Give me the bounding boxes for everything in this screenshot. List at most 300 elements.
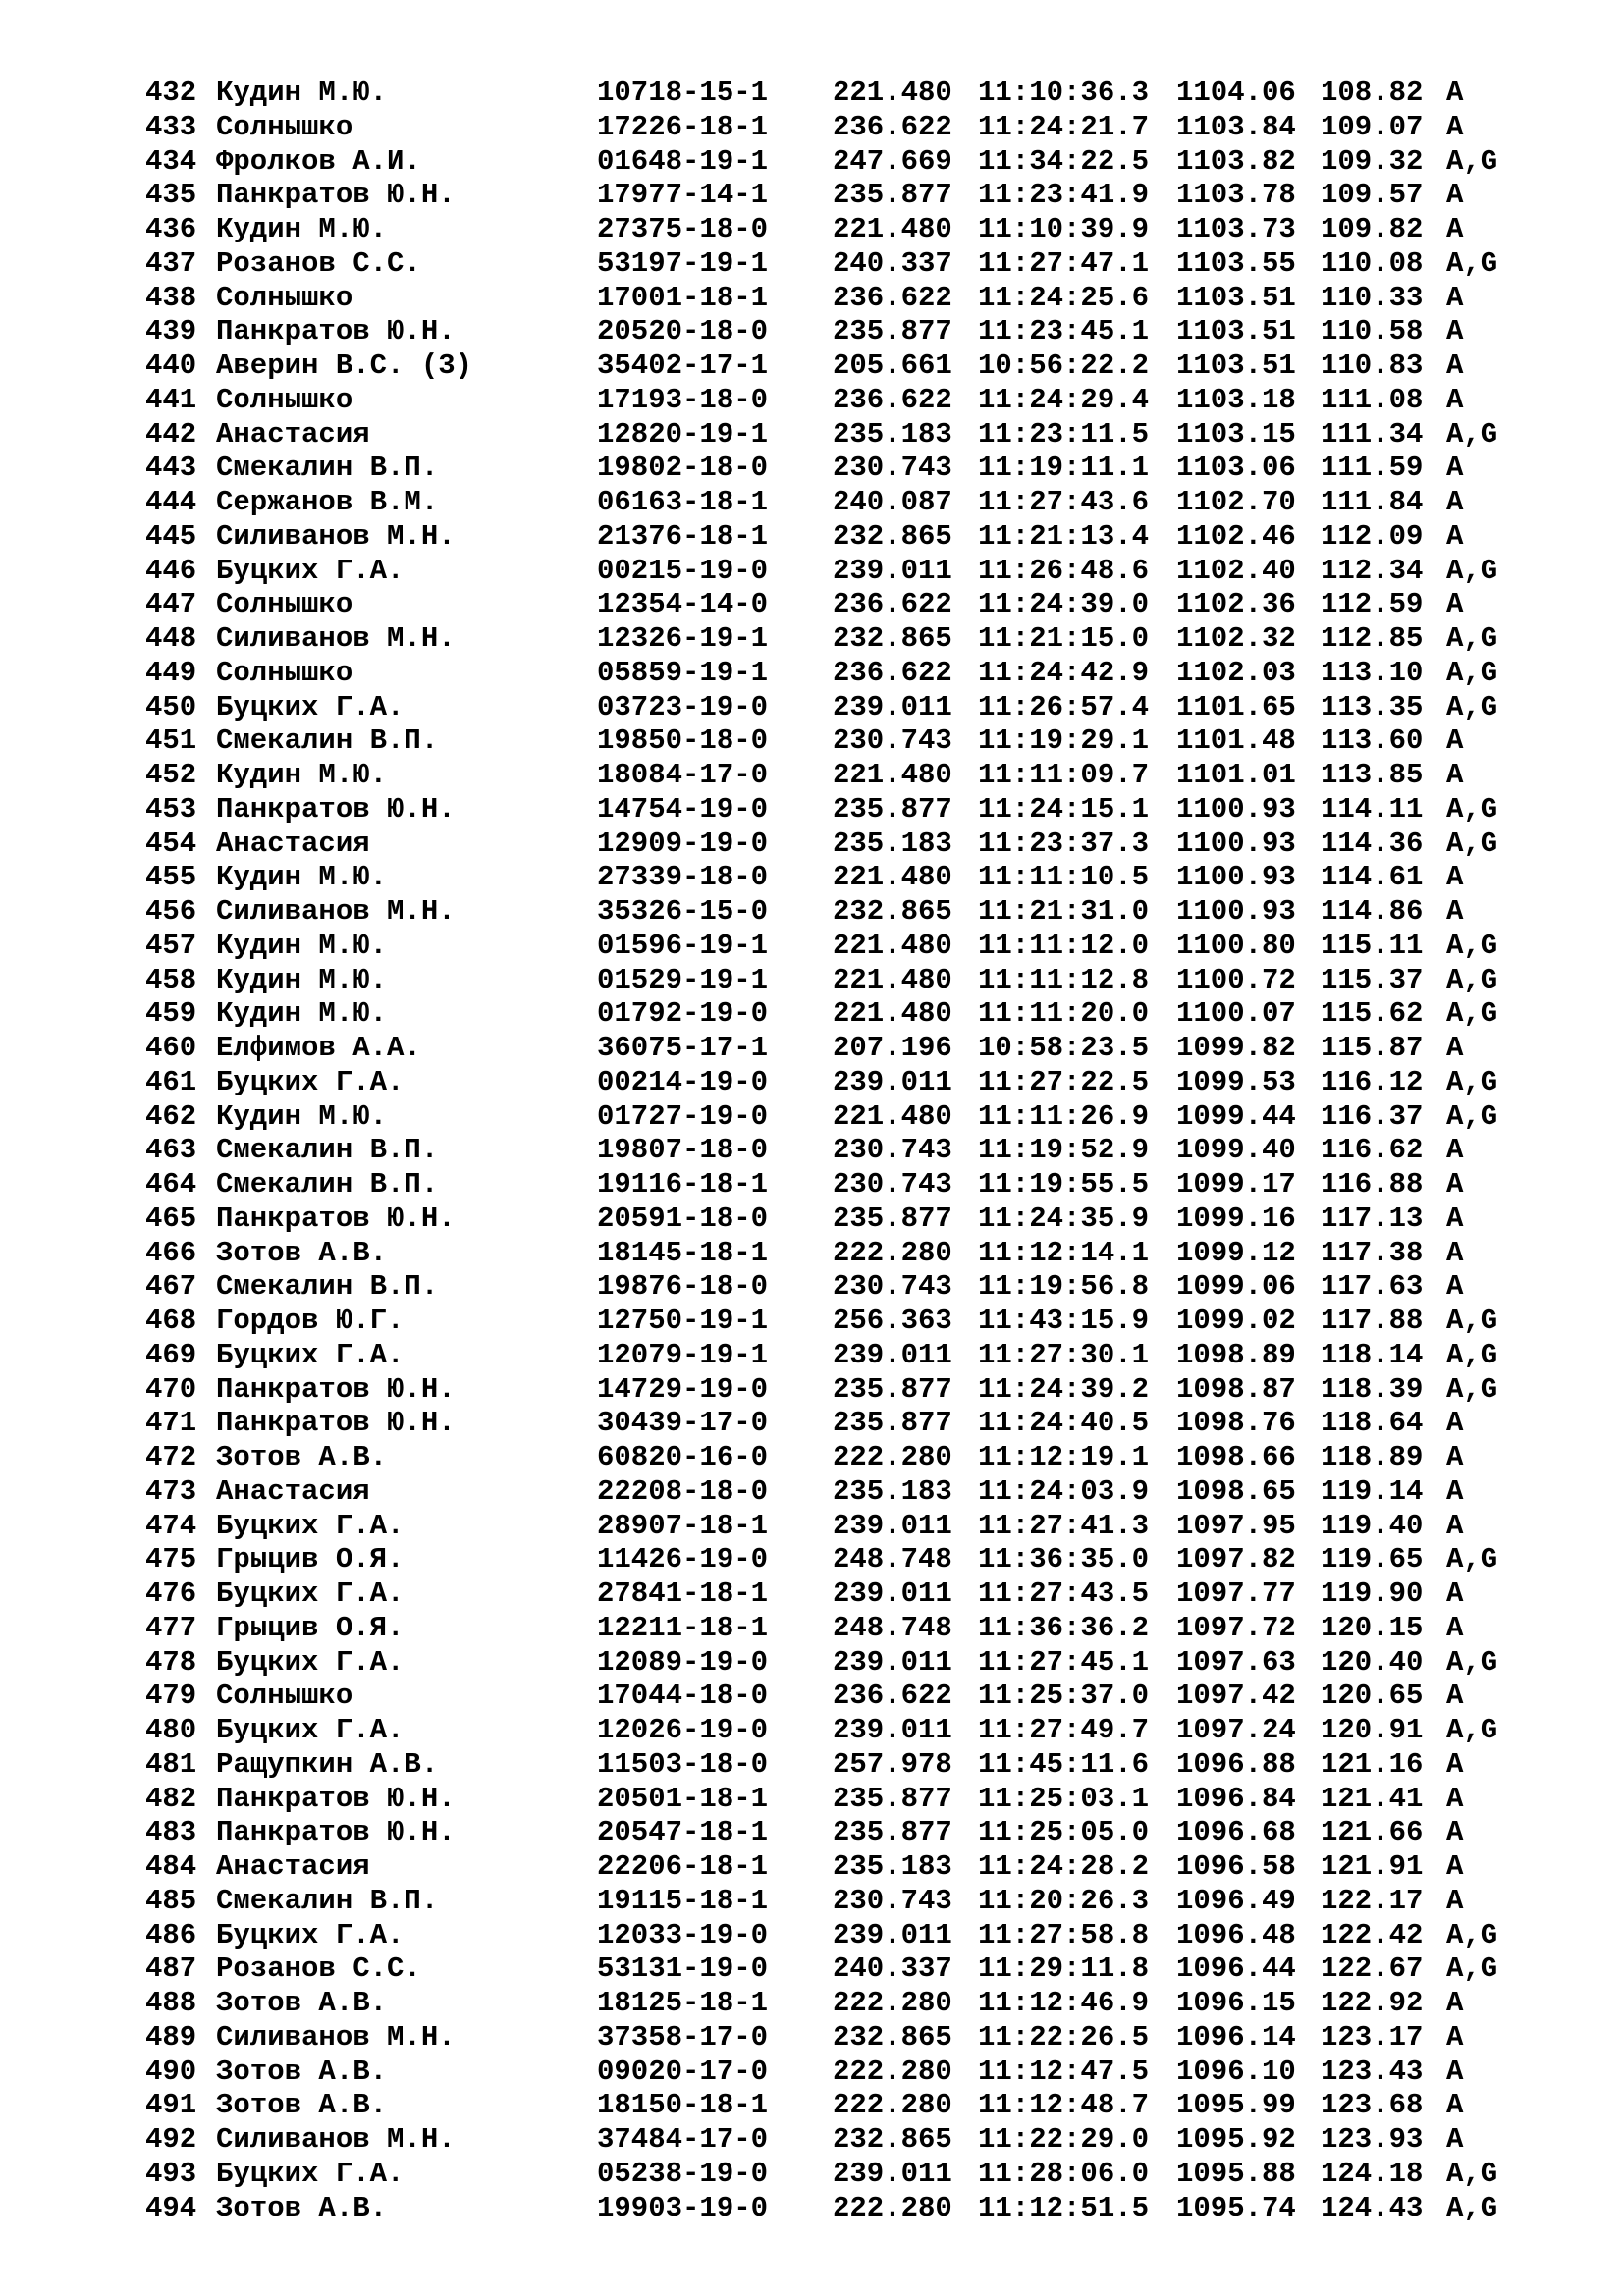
speed-cell: 1101.65: [1176, 690, 1296, 723]
name-cell: Панкратов Ю.Н.: [216, 179, 456, 212]
flags-cell: A: [1446, 383, 1464, 416]
name-cell: Буцких Г.А.: [216, 1577, 405, 1610]
flags-cell: A,G: [1446, 1338, 1498, 1371]
result-row: [145, 861, 1520, 895]
name-cell: Солнышко: [216, 1680, 353, 1713]
arrival-time-cell: 11:27:22.5: [978, 1065, 1150, 1098]
flags-cell: A,G: [1446, 1645, 1498, 1679]
speed-cell: 1103.51: [1176, 281, 1296, 314]
arrival-time-cell: 11:27:49.7: [978, 1714, 1150, 1746]
flags-cell: A,G: [1446, 1714, 1498, 1746]
distance-cell: 236.622: [833, 383, 952, 416]
ring-number-cell: 01596-19-1: [597, 929, 769, 962]
name-cell: Кудин М.Ю.: [216, 1099, 388, 1133]
coefficient-cell: 114.11: [1321, 792, 1424, 826]
coefficient-cell: 123.93: [1321, 2123, 1424, 2156]
coefficient-cell: 109.32: [1321, 144, 1424, 178]
arrival-time-cell: 11:27:58.8: [978, 1918, 1150, 1951]
distance-cell: 235.877: [833, 1372, 952, 1406]
result-row: [145, 1339, 1520, 1373]
distance-cell: 236.622: [833, 656, 952, 689]
distance-cell: 221.480: [833, 963, 952, 996]
distance-cell: 221.480: [833, 861, 952, 894]
distance-cell: 235.877: [833, 315, 952, 348]
arrival-time-cell: 11:27:41.3: [978, 1509, 1150, 1542]
flags-cell: A,G: [1446, 792, 1498, 826]
distance-cell: 235.877: [833, 179, 952, 212]
result-row: [145, 315, 1520, 349]
arrival-time-cell: 11:19:55.5: [978, 1168, 1150, 1201]
ring-number-cell: 11426-19-0: [597, 1543, 769, 1576]
flags-cell: A: [1446, 1441, 1464, 1473]
distance-cell: 235.183: [833, 417, 952, 451]
distance-cell: 236.622: [833, 1680, 952, 1713]
name-cell: Зотов А.В.: [216, 1236, 388, 1269]
ring-number-cell: 01529-19-1: [597, 963, 769, 996]
distance-cell: 235.877: [833, 1816, 952, 1849]
ring-number-cell: 12079-19-1: [597, 1338, 769, 1371]
speed-cell: 1103.73: [1176, 213, 1296, 245]
name-cell: Солнышко: [216, 656, 353, 689]
speed-cell: 1103.84: [1176, 110, 1296, 143]
speed-cell: 1103.82: [1176, 144, 1296, 178]
result-row: [145, 793, 1520, 828]
ring-number-cell: 11503-18-0: [597, 1747, 769, 1781]
result-row: [145, 1305, 1520, 1339]
ring-number-cell: 12326-19-1: [597, 622, 769, 655]
flags-cell: A: [1446, 452, 1464, 485]
distance-cell: 240.337: [833, 1952, 952, 1986]
flags-cell: A: [1446, 519, 1464, 553]
distance-cell: 236.622: [833, 588, 952, 621]
distance-cell: 235.877: [833, 1782, 952, 1815]
distance-cell: 248.748: [833, 1543, 952, 1576]
coefficient-cell: 110.58: [1321, 315, 1424, 348]
coefficient-cell: 116.12: [1321, 1065, 1424, 1098]
name-cell: Панкратов Ю.Н.: [216, 1782, 456, 1815]
speed-cell: 1099.16: [1176, 1201, 1296, 1235]
ring-number-cell: 28907-18-1: [597, 1509, 769, 1542]
ring-number-cell: 12033-19-0: [597, 1918, 769, 1951]
result-row: [145, 2158, 1520, 2192]
flags-cell: A,G: [1446, 1918, 1498, 1951]
ring-number-cell: 30439-17-0: [597, 1407, 769, 1440]
ring-number-cell: 01648-19-1: [597, 144, 769, 178]
place-cell: 466: [145, 1236, 197, 1269]
distance-cell: 230.743: [833, 1168, 952, 1201]
name-cell: Силиванов М.Н.: [216, 2020, 456, 2054]
distance-cell: 222.280: [833, 2191, 952, 2224]
arrival-time-cell: 11:11:26.9: [978, 1099, 1150, 1133]
ring-number-cell: 12026-19-0: [597, 1714, 769, 1746]
result-row: [145, 1783, 1520, 1817]
ring-number-cell: 22208-18-0: [597, 1474, 769, 1508]
arrival-time-cell: 10:56:22.2: [978, 349, 1150, 382]
arrival-time-cell: 11:12:51.5: [978, 2191, 1150, 2224]
place-cell: 455: [145, 861, 197, 894]
arrival-time-cell: 11:12:14.1: [978, 1236, 1150, 1269]
name-cell: Силиванов М.Н.: [216, 519, 456, 553]
flags-cell: A: [1446, 179, 1464, 212]
result-row: [145, 724, 1520, 759]
distance-cell: 222.280: [833, 1441, 952, 1473]
distance-cell: 240.087: [833, 486, 952, 518]
result-row: [145, 1134, 1520, 1168]
distance-cell: 236.622: [833, 110, 952, 143]
speed-cell: 1096.48: [1176, 1918, 1296, 1951]
ring-number-cell: 17001-18-1: [597, 281, 769, 314]
result-row: [145, 1270, 1520, 1305]
arrival-time-cell: 11:36:35.0: [978, 1543, 1150, 1576]
coefficient-cell: 124.43: [1321, 2191, 1424, 2224]
speed-cell: 1099.44: [1176, 1099, 1296, 1133]
speed-cell: 1102.40: [1176, 554, 1296, 587]
flags-cell: A,G: [1446, 1305, 1498, 1337]
speed-cell: 1102.46: [1176, 519, 1296, 553]
name-cell: Зотов А.В.: [216, 2191, 388, 2224]
ring-number-cell: 00214-19-0: [597, 1065, 769, 1098]
arrival-time-cell: 11:23:11.5: [978, 417, 1150, 451]
name-cell: Солнышко: [216, 110, 353, 143]
speed-cell: 1098.87: [1176, 1372, 1296, 1406]
coefficient-cell: 124.18: [1321, 2157, 1424, 2190]
speed-cell: 1096.84: [1176, 1782, 1296, 1815]
speed-cell: 1100.93: [1176, 792, 1296, 826]
speed-cell: 1101.01: [1176, 759, 1296, 791]
ring-number-cell: 17226-18-1: [597, 110, 769, 143]
arrival-time-cell: 11:24:15.1: [978, 792, 1150, 826]
flags-cell: A: [1446, 1577, 1464, 1610]
name-cell: Солнышко: [216, 588, 353, 621]
coefficient-cell: 122.67: [1321, 1952, 1424, 1986]
place-cell: 476: [145, 1577, 197, 1610]
coefficient-cell: 109.57: [1321, 179, 1424, 212]
flags-cell: A,G: [1446, 246, 1498, 280]
name-cell: Зотов А.В.: [216, 1441, 388, 1473]
result-row: [145, 145, 1520, 180]
ring-number-cell: 01792-19-0: [597, 997, 769, 1031]
result-row: [145, 1407, 1520, 1441]
coefficient-cell: 118.14: [1321, 1338, 1424, 1371]
arrival-time-cell: 11:26:48.6: [978, 554, 1150, 587]
arrival-time-cell: 11:28:06.0: [978, 2157, 1150, 2190]
name-cell: Кудин М.Ю.: [216, 861, 388, 894]
speed-cell: 1100.07: [1176, 997, 1296, 1031]
place-cell: 437: [145, 246, 197, 280]
ring-number-cell: 37484-17-0: [597, 2123, 769, 2156]
flags-cell: A: [1446, 1611, 1464, 1644]
coefficient-cell: 110.08: [1321, 246, 1424, 280]
coefficient-cell: 123.43: [1321, 2055, 1424, 2088]
arrival-time-cell: 11:29:11.8: [978, 1952, 1150, 1986]
ring-number-cell: 35326-15-0: [597, 895, 769, 928]
speed-cell: 1096.14: [1176, 2020, 1296, 2054]
arrival-time-cell: 11:19:52.9: [978, 1134, 1150, 1167]
flags-cell: A: [1446, 1747, 1464, 1781]
result-row: [145, 1748, 1520, 1783]
flags-cell: A: [1446, 2020, 1464, 2054]
coefficient-cell: 115.37: [1321, 963, 1424, 996]
place-cell: 456: [145, 895, 197, 928]
arrival-time-cell: 10:58:23.5: [978, 1032, 1150, 1064]
arrival-time-cell: 11:21:13.4: [978, 519, 1150, 553]
coefficient-cell: 117.13: [1321, 1201, 1424, 1235]
coefficient-cell: 115.62: [1321, 997, 1424, 1031]
flags-cell: A: [1446, 724, 1464, 758]
distance-cell: 230.743: [833, 452, 952, 485]
name-cell: Гордов Ю.Г.: [216, 1305, 405, 1337]
ring-number-cell: 21376-18-1: [597, 519, 769, 553]
arrival-time-cell: 11:43:15.9: [978, 1305, 1150, 1337]
name-cell: Буцких Г.А.: [216, 2157, 405, 2190]
speed-cell: 1100.80: [1176, 929, 1296, 962]
result-row: [145, 1237, 1520, 1271]
place-cell: 470: [145, 1372, 197, 1406]
result-row: [145, 179, 1520, 213]
speed-cell: 1101.48: [1176, 724, 1296, 758]
ring-number-cell: 20547-18-1: [597, 1816, 769, 1849]
distance-cell: 221.480: [833, 213, 952, 245]
result-row: [145, 452, 1520, 486]
flags-cell: A,G: [1446, 963, 1498, 996]
arrival-time-cell: 11:27:47.1: [978, 246, 1150, 280]
result-row: [145, 1168, 1520, 1202]
speed-cell: 1098.65: [1176, 1474, 1296, 1508]
flags-cell: A: [1446, 895, 1464, 928]
speed-cell: 1100.93: [1176, 895, 1296, 928]
place-cell: 484: [145, 1850, 197, 1883]
speed-cell: 1096.49: [1176, 1884, 1296, 1917]
speed-cell: 1103.78: [1176, 179, 1296, 212]
place-cell: 474: [145, 1509, 197, 1542]
flags-cell: A: [1446, 281, 1464, 314]
name-cell: Грыцив О.Я.: [216, 1611, 405, 1644]
name-cell: Сержанов В.М.: [216, 486, 439, 518]
coefficient-cell: 117.63: [1321, 1270, 1424, 1304]
speed-cell: 1100.93: [1176, 861, 1296, 894]
ring-number-cell: 01727-19-0: [597, 1099, 769, 1133]
place-cell: 472: [145, 1441, 197, 1473]
place-cell: 481: [145, 1747, 197, 1781]
place-cell: 452: [145, 759, 197, 791]
place-cell: 438: [145, 281, 197, 314]
result-row: [145, 555, 1520, 589]
coefficient-cell: 122.42: [1321, 1918, 1424, 1951]
arrival-time-cell: 11:24:25.6: [978, 281, 1150, 314]
flags-cell: A: [1446, 1407, 1464, 1440]
place-cell: 483: [145, 1816, 197, 1849]
coefficient-cell: 109.07: [1321, 110, 1424, 143]
result-row: [145, 2089, 1520, 2123]
place-cell: 492: [145, 2123, 197, 2156]
name-cell: Смекалин В.П.: [216, 1134, 439, 1167]
arrival-time-cell: 11:22:29.0: [978, 2123, 1150, 2156]
place-cell: 477: [145, 1611, 197, 1644]
result-row: [145, 588, 1520, 622]
ring-number-cell: 37358-17-0: [597, 2020, 769, 2054]
flags-cell: A: [1446, 315, 1464, 348]
coefficient-cell: 113.35: [1321, 690, 1424, 723]
distance-cell: 222.280: [833, 1236, 952, 1269]
arrival-time-cell: 11:25:03.1: [978, 1782, 1150, 1815]
place-cell: 458: [145, 963, 197, 996]
arrival-time-cell: 11:12:46.9: [978, 1987, 1150, 2019]
ring-number-cell: 53131-19-0: [597, 1952, 769, 1986]
name-cell: Панкратов Ю.Н.: [216, 792, 456, 826]
arrival-time-cell: 11:24:40.5: [978, 1407, 1150, 1440]
name-cell: Панкратов Ю.Н.: [216, 1201, 456, 1235]
name-cell: Силиванов М.Н.: [216, 895, 456, 928]
coefficient-cell: 116.37: [1321, 1099, 1424, 1133]
flags-cell: A: [1446, 486, 1464, 518]
speed-cell: 1102.03: [1176, 656, 1296, 689]
distance-cell: 232.865: [833, 519, 952, 553]
coefficient-cell: 112.85: [1321, 622, 1424, 655]
name-cell: Ращупкин А.В.: [216, 1747, 439, 1781]
flags-cell: A,G: [1446, 1099, 1498, 1133]
arrival-time-cell: 11:27:30.1: [978, 1338, 1150, 1371]
result-row: [145, 622, 1520, 657]
arrival-time-cell: 11:27:45.1: [978, 1645, 1150, 1679]
coefficient-cell: 112.59: [1321, 588, 1424, 621]
place-cell: 486: [145, 1918, 197, 1951]
distance-cell: 230.743: [833, 1134, 952, 1167]
coefficient-cell: 121.91: [1321, 1850, 1424, 1883]
flags-cell: A: [1446, 1782, 1464, 1815]
speed-cell: 1100.72: [1176, 963, 1296, 996]
flags-cell: A: [1446, 1134, 1464, 1167]
speed-cell: 1099.40: [1176, 1134, 1296, 1167]
place-cell: 467: [145, 1270, 197, 1304]
arrival-time-cell: 11:24:39.2: [978, 1372, 1150, 1406]
name-cell: Буцких Г.А.: [216, 1918, 405, 1951]
coefficient-cell: 115.87: [1321, 1032, 1424, 1064]
result-row: [145, 2192, 1520, 2226]
name-cell: Буцких Г.А.: [216, 1338, 405, 1371]
place-cell: 457: [145, 929, 197, 962]
arrival-time-cell: 11:11:20.0: [978, 997, 1150, 1031]
distance-cell: 239.011: [833, 1509, 952, 1542]
result-row: [145, 418, 1520, 453]
flags-cell: A: [1446, 1474, 1464, 1508]
flags-cell: A: [1446, 1987, 1464, 2019]
result-row: [145, 1850, 1520, 1885]
flags-cell: A: [1446, 1884, 1464, 1917]
ring-number-cell: 17044-18-0: [597, 1680, 769, 1713]
flags-cell: A: [1446, 2089, 1464, 2122]
coefficient-cell: 120.15: [1321, 1611, 1424, 1644]
coefficient-cell: 113.60: [1321, 724, 1424, 758]
ring-number-cell: 12089-19-0: [597, 1645, 769, 1679]
name-cell: Кудин М.Ю.: [216, 997, 388, 1031]
coefficient-cell: 118.64: [1321, 1407, 1424, 1440]
ring-number-cell: 14754-19-0: [597, 792, 769, 826]
speed-cell: 1096.44: [1176, 1952, 1296, 1986]
name-cell: Анастасия: [216, 827, 370, 860]
place-cell: 462: [145, 1099, 197, 1133]
coefficient-cell: 117.88: [1321, 1305, 1424, 1337]
result-row: [145, 2056, 1520, 2090]
speed-cell: 1097.42: [1176, 1680, 1296, 1713]
arrival-time-cell: 11:12:48.7: [978, 2089, 1150, 2122]
flags-cell: A,G: [1446, 690, 1498, 723]
ring-number-cell: 12909-19-0: [597, 827, 769, 860]
ring-number-cell: 19802-18-0: [597, 452, 769, 485]
arrival-time-cell: 11:10:36.3: [978, 77, 1150, 109]
coefficient-cell: 121.41: [1321, 1782, 1424, 1815]
arrival-time-cell: 11:22:26.5: [978, 2020, 1150, 2054]
flags-cell: A,G: [1446, 554, 1498, 587]
arrival-time-cell: 11:23:37.3: [978, 827, 1150, 860]
coefficient-cell: 121.16: [1321, 1747, 1424, 1781]
distance-cell: 222.280: [833, 2055, 952, 2088]
name-cell: Аверин В.С. (3): [216, 349, 473, 382]
ring-number-cell: 53197-19-1: [597, 246, 769, 280]
ring-number-cell: 03723-19-0: [597, 690, 769, 723]
result-row: [145, 1475, 1520, 1510]
result-row: [145, 1510, 1520, 1544]
arrival-time-cell: 11:24:28.2: [978, 1850, 1150, 1883]
ring-number-cell: 17193-18-0: [597, 383, 769, 416]
arrival-time-cell: 11:24:21.7: [978, 110, 1150, 143]
place-cell: 433: [145, 110, 197, 143]
arrival-time-cell: 11:12:19.1: [978, 1441, 1150, 1473]
arrival-time-cell: 11:21:31.0: [978, 895, 1150, 928]
name-cell: Зотов А.В.: [216, 2089, 388, 2122]
result-row: [145, 691, 1520, 725]
arrival-time-cell: 11:26:57.4: [978, 690, 1150, 723]
flags-cell: A: [1446, 1509, 1464, 1542]
name-cell: Зотов А.В.: [216, 2055, 388, 2088]
speed-cell: 1095.99: [1176, 2089, 1296, 2122]
name-cell: Буцких Г.А.: [216, 690, 405, 723]
name-cell: Смекалин В.П.: [216, 724, 439, 758]
place-cell: 435: [145, 179, 197, 212]
result-row: [145, 997, 1520, 1032]
flags-cell: A,G: [1446, 1065, 1498, 1098]
distance-cell: 248.748: [833, 1611, 952, 1644]
coefficient-cell: 111.59: [1321, 452, 1424, 485]
distance-cell: 232.865: [833, 2020, 952, 2054]
place-cell: 442: [145, 417, 197, 451]
ring-number-cell: 20501-18-1: [597, 1782, 769, 1815]
coefficient-cell: 116.62: [1321, 1134, 1424, 1167]
speed-cell: 1096.15: [1176, 1987, 1296, 2019]
name-cell: Кудин М.Ю.: [216, 929, 388, 962]
name-cell: Смекалин В.П.: [216, 1168, 439, 1201]
flags-cell: A: [1446, 1032, 1464, 1064]
place-cell: 491: [145, 2089, 197, 2122]
arrival-time-cell: 11:11:12.8: [978, 963, 1150, 996]
flags-cell: A: [1446, 1236, 1464, 1269]
name-cell: Анастасия: [216, 1474, 370, 1508]
coefficient-cell: 123.17: [1321, 2020, 1424, 2054]
ring-number-cell: 22206-18-1: [597, 1850, 769, 1883]
distance-cell: 235.877: [833, 792, 952, 826]
ring-number-cell: 00215-19-0: [597, 554, 769, 587]
distance-cell: 222.280: [833, 2089, 952, 2122]
distance-cell: 230.743: [833, 724, 952, 758]
ring-number-cell: 27339-18-0: [597, 861, 769, 894]
coefficient-cell: 118.39: [1321, 1372, 1424, 1406]
flags-cell: A,G: [1446, 417, 1498, 451]
ring-number-cell: 19850-18-0: [597, 724, 769, 758]
arrival-time-cell: 11:36:36.2: [978, 1611, 1150, 1644]
speed-cell: 1103.18: [1176, 383, 1296, 416]
ring-number-cell: 19903-19-0: [597, 2191, 769, 2224]
name-cell: Анастасия: [216, 1850, 370, 1883]
distance-cell: 239.011: [833, 1645, 952, 1679]
